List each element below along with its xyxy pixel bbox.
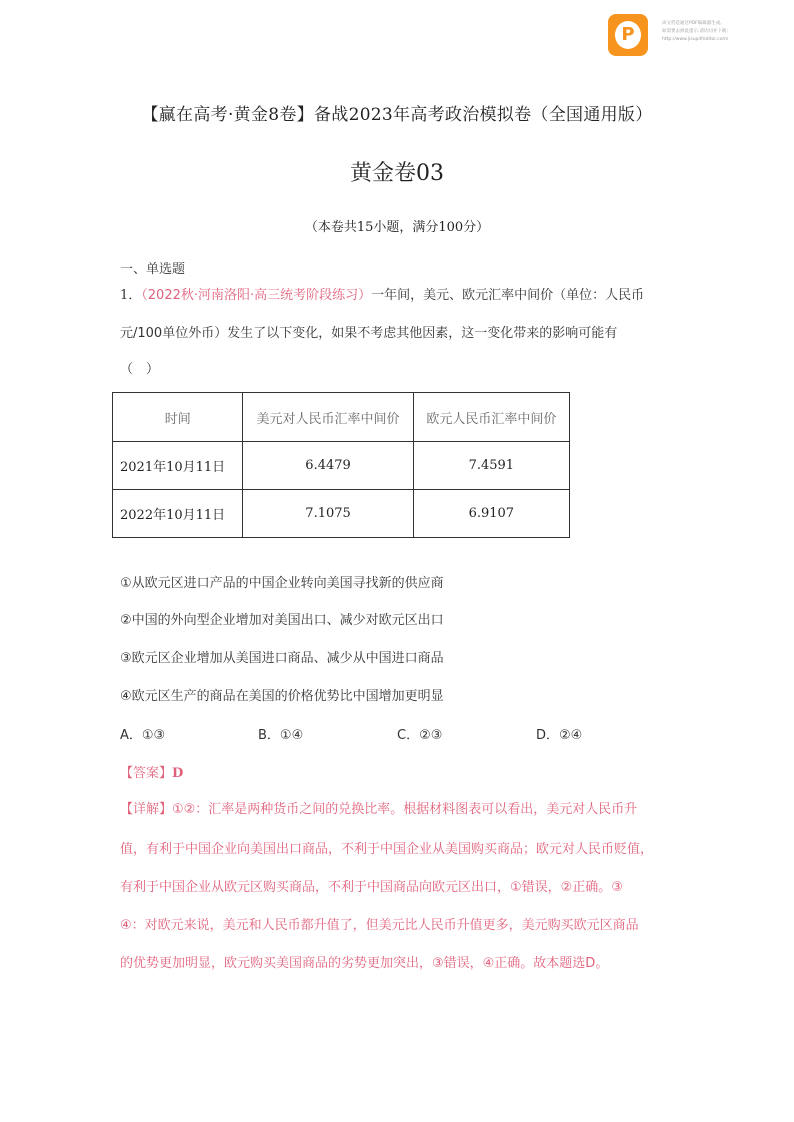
exam-title: 【赢在高考·黄金8卷】备战2023年高考政治模拟卷（全国通用版） <box>141 105 653 125</box>
table-header-cell: 欧元人民币汇率中间价 <box>413 393 569 442</box>
table-cell-date: 2021年10月11日 <box>113 442 243 490</box>
exchange-rate-table <box>112 392 570 538</box>
table-header-cell: 美元对人民币汇率中间价 <box>243 393 413 442</box>
option-statement-4: ④欧元区生产的商品在美国的价格优势比中国增加更明显 <box>120 689 444 704</box>
explanation-line-4: ④：对欧元来说，美元和人民币都升值了，但美元比人民币升值更多，美元购买欧元区商品 <box>120 918 639 933</box>
choice-d: D．②④ <box>536 728 583 743</box>
explanation-line-1: 【详解】①②：汇率是两种货币之间的兑换比率。根据材料图表可以看出，美元对人民币升 <box>120 802 638 817</box>
question-source: （2022秋·河南洛阳·高三统考阶段练习） <box>141 288 372 303</box>
exam-note: （本卷共15小题，满分100分） <box>304 220 490 235</box>
table-cell-date: 2022年10月11日 <box>113 490 243 538</box>
question-line-1 <box>120 284 680 303</box>
watermark-text <box>662 20 790 44</box>
question-line-3: （ ） <box>120 362 160 377</box>
option-statement-1: ①从欧元区进口产品的中国企业转向美国寻找新的供应商 <box>120 576 444 591</box>
explanation-line-2: 值，有利于中国企业向美国出口商品，不利于中国企业从美国购买商品；欧元对人民币贬值， <box>120 842 654 857</box>
choice-b: B．①④ <box>258 728 304 743</box>
question-text: 一年间，美元、欧元汇率中间价（单位：人民币 <box>371 288 645 303</box>
option-statement-3: ③欧元区企业增加从美国进口商品、减少从中国进口商品 <box>120 651 444 666</box>
answer-value: D <box>172 766 184 781</box>
table-cell: 7.1075 <box>243 490 413 538</box>
exam-subtitle: 黄金卷03 <box>350 161 444 186</box>
logo-circle <box>615 21 641 49</box>
table-cell: 6.9107 <box>413 490 569 538</box>
section-heading: 一、单选题 <box>120 262 186 277</box>
table-cell: 7.4591 <box>413 442 569 490</box>
choice-a: A．①③ <box>120 728 166 743</box>
watermark-line: 如需要去掉此提示,请访问并下载: <box>662 29 728 34</box>
choice-c: C．②③ <box>397 728 443 743</box>
question-line-2: 元/100单位外币）发生了以下变化，如果不考虑其他因素，这一变化带来的影响可能有 <box>120 326 618 341</box>
explanation-line-5: 的优势更加明显，欧元购买美国商品的劣势更加突出，③错误，④正确。故本题选D。 <box>120 956 609 971</box>
table-row <box>113 490 570 538</box>
watermark-line: 该文档是通过PDF编辑器生成, <box>662 21 722 26</box>
question-number: 1． <box>120 288 142 303</box>
option-statement-2: ②中国的外向型企业增加对美国出口、减少对欧元区出口 <box>120 613 444 628</box>
pdf-editor-logo-icon <box>608 14 648 56</box>
logo-letter: P <box>621 24 635 45</box>
table-cell: 6.4479 <box>243 442 413 490</box>
table-header-cell: 时间 <box>113 393 243 442</box>
answer-line <box>120 762 183 781</box>
watermark-link[interactable]: http://www.jisupdfeditor.com/ <box>662 37 729 42</box>
explanation-line-3: 有利于中国企业从欧元区购买商品，不利于中国商品向欧元区出口，①错误，②正确。③ <box>120 880 623 895</box>
table-header-row <box>113 393 570 442</box>
table-row <box>113 442 570 490</box>
answer-label: 【答案】 <box>120 766 173 781</box>
